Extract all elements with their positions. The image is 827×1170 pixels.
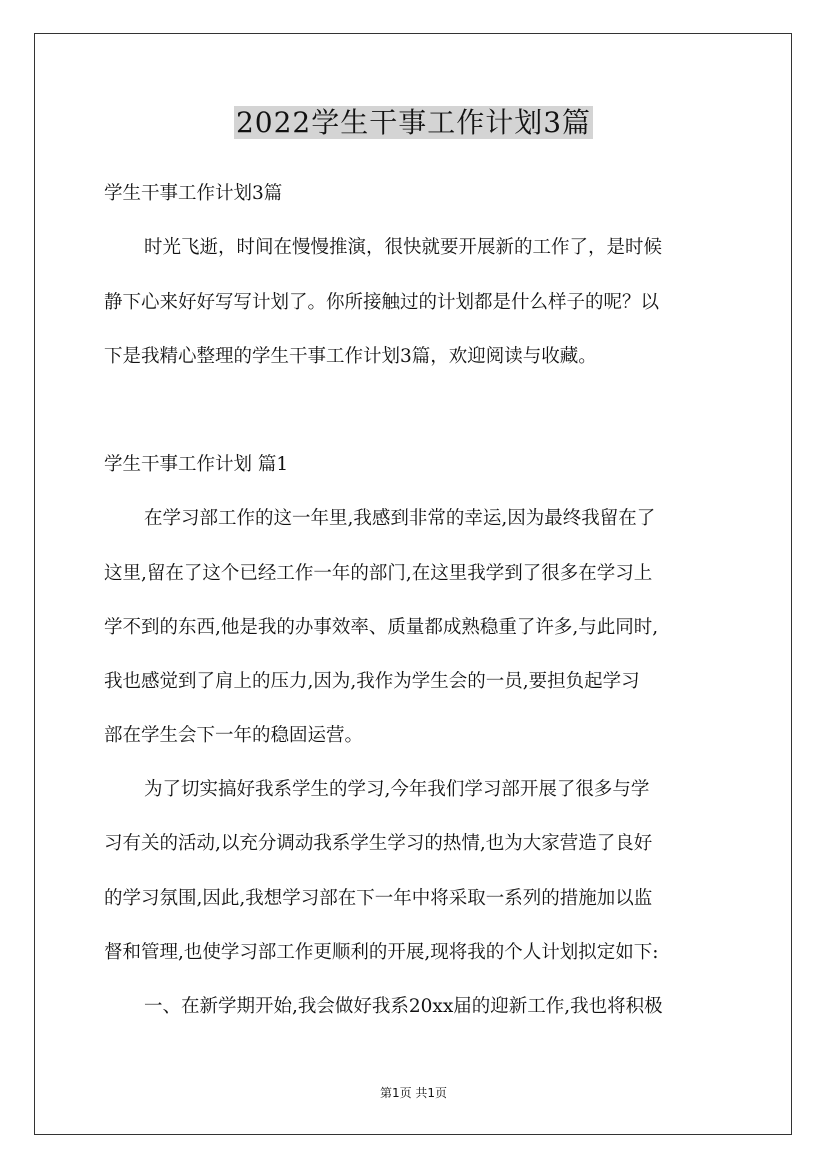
- document-title: [0, 103, 827, 143]
- paragraph-line: 这里,留在了这个已经工作一年的部门,在这里我学到了很多在学习上: [104, 563, 653, 584]
- section-heading: 学生干事工作计划 篇1: [104, 454, 289, 475]
- page-footer: 第1页 共1页: [379, 1086, 448, 1100]
- paragraph-line: 我也感觉到了肩上的压力,因为,我作为学生会的一员,要担负起学习: [104, 671, 640, 692]
- document-title-text: 2022学生干事工作计划3篇: [235, 106, 592, 139]
- paragraph-line: 学不到的东西,他是我的办事效率、质量都成熟稳重了许多,与此同时,: [104, 617, 659, 638]
- paragraph-line: 下是我精心整理的学生干事工作计划3篇，欢迎阅读与收藏。: [104, 346, 597, 367]
- paragraph-line: 静下心来好好写写计划了。你所接触过的计划都是什么样子的呢？以: [104, 292, 660, 313]
- paragraph-line: 为了切实搞好我系学生的学习,今年我们学习部开展了很多与学: [144, 779, 650, 800]
- paragraph-line: 部在学生会下一年的稳固运营。: [104, 725, 364, 746]
- paragraph-line: 督和管理,也使学习部工作更顺利的开展,现将我的个人计划拟定如下:: [104, 942, 659, 963]
- paragraph-line: 在学习部工作的这一年里,我感到非常的幸运,因为最终我留在了: [144, 508, 656, 529]
- section-heading: 学生干事工作计划3篇: [104, 183, 283, 204]
- paragraph-line: 一、在新学期开始,我会做好我系20xx届的迎新工作,我也将积极: [144, 996, 663, 1017]
- paragraph-line: 的学习氛围,因此,我想学习部在下一年中将采取一系列的措施加以监: [104, 888, 653, 909]
- paragraph-line: 习有关的活动,以充分调动我系学生学习的热情,也为大家营造了良好: [104, 833, 653, 854]
- paragraph-line: 时光飞逝，时间在慢慢推演，很快就要开展新的工作了，是时候: [144, 237, 663, 258]
